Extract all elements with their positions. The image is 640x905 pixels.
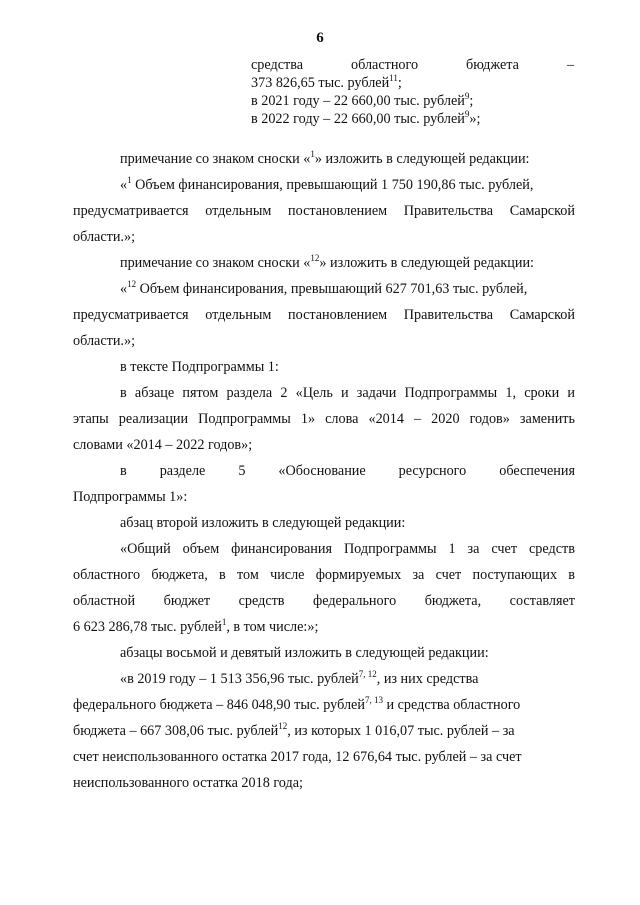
word: счет	[491, 541, 518, 557]
para-10: абзацы восьмой и девятый изложить в следующей редакции:	[120, 645, 489, 661]
word: пятом	[182, 385, 219, 401]
word: «Общий	[120, 541, 171, 557]
word: и	[567, 385, 575, 401]
para-9-line-3	[73, 592, 575, 610]
para-7-line-2: Подпрограммы 1»:	[73, 489, 188, 505]
word: предусматривается	[73, 203, 189, 219]
note-12-line-3: области.»;	[73, 333, 136, 349]
para-9-line-1	[120, 540, 575, 558]
line-4	[251, 110, 480, 128]
word: задачи	[356, 385, 397, 401]
word: отдельным	[205, 203, 272, 219]
text: , из которых 1 016,07 тыс. рублей – за	[287, 723, 515, 739]
para-11-line-4: счет неиспользованного остатка 2017 года, 12 676,64 тыс. рублей – за счет	[73, 749, 522, 765]
para-6-line-2	[73, 410, 575, 428]
footnote-ref: 12	[278, 721, 288, 731]
word: заменить	[519, 411, 575, 427]
para-11-line-1	[120, 670, 575, 688]
para-7-line-1	[120, 462, 575, 480]
word: счет	[435, 567, 462, 583]
word: в	[568, 567, 575, 583]
text: , в том числе:»;	[226, 619, 319, 635]
footnote-ref: 9	[464, 109, 470, 119]
amount-text: 6 623 286,78 тыс. рублей	[73, 619, 222, 635]
word: постановлением	[288, 203, 388, 219]
note-1-line-1	[120, 176, 575, 194]
text: Объем финансирования, превышающий 1 750 190,86 тыс. рублей,	[131, 177, 534, 193]
word: «2014	[368, 411, 404, 427]
para-11-line-2	[73, 696, 520, 714]
word: федерального	[313, 593, 397, 609]
footnote-ref: 1	[310, 149, 315, 159]
word: за	[467, 541, 480, 557]
footnote-ref: 12	[127, 279, 137, 289]
word: Правительства	[403, 203, 494, 219]
word: за	[412, 567, 425, 583]
word: бюджета	[466, 57, 519, 73]
footnote-ref: 1	[127, 175, 132, 185]
word: разделе	[159, 463, 206, 479]
word: 5	[238, 463, 246, 479]
page-number: 6	[316, 30, 324, 46]
word: –	[566, 57, 574, 73]
word: ресурсного	[398, 463, 467, 479]
punct: ;	[469, 93, 474, 109]
footnote-ref: 1	[221, 617, 227, 627]
note-1-line-3: области.»;	[73, 229, 136, 245]
word: «Обоснование	[278, 463, 366, 479]
word: областной	[73, 593, 136, 609]
text: «	[120, 177, 128, 193]
word: в	[120, 463, 127, 479]
para-11-line-5: неиспользованного остатка 2018 года;	[73, 775, 303, 791]
word: обеспечения	[499, 463, 575, 479]
word: 2	[280, 385, 288, 401]
text: » изложить в следующей редакции:	[314, 151, 530, 167]
word: составляет	[509, 593, 575, 609]
para-6-line-3: словами «2014 – 2022 годов»;	[73, 437, 253, 453]
word: средств	[528, 541, 575, 557]
text: Объем финансирования, превышающий 627 701,63 тыс. рублей,	[136, 281, 528, 297]
word: реализации	[118, 411, 189, 427]
word: средства	[251, 57, 304, 73]
word: постановлением	[288, 307, 388, 323]
word: финансирования	[231, 541, 332, 557]
punct: ;	[397, 75, 402, 91]
word: сроки	[524, 385, 560, 401]
word: этапы	[73, 411, 109, 427]
word: областного	[350, 57, 419, 73]
word: «Цель	[295, 385, 333, 401]
word: 1»	[300, 411, 316, 427]
word: бюджета,	[424, 593, 482, 609]
text: бюджета – 667 308,06 тыс. рублей	[73, 723, 279, 739]
word: отдельным	[205, 307, 272, 323]
word: слова	[325, 411, 359, 427]
word: средств	[238, 593, 285, 609]
word: годов»	[469, 411, 510, 427]
para-11-line-3	[73, 722, 515, 740]
punct: »;	[469, 111, 481, 127]
word: Самарской	[509, 203, 575, 219]
word: предусматривается	[73, 307, 189, 323]
word: Подпрограммы	[404, 385, 498, 401]
word: в	[219, 567, 226, 583]
note-1-line-2	[73, 202, 575, 220]
amount-text: 373 826,65 тыс. рублей	[251, 75, 390, 91]
para-9-line-2	[73, 566, 575, 584]
text: , из них средства	[376, 671, 479, 687]
word: абзаце	[134, 385, 175, 401]
para-8: абзац второй изложить в следующей редакции:	[120, 515, 406, 531]
subprogram-heading: в тексте Подпрограммы 1:	[120, 359, 279, 375]
word: Подпрограммы	[343, 541, 437, 557]
text: примечание со знаком сноски «	[120, 151, 311, 167]
note-12-line-2	[73, 306, 575, 324]
word: и	[341, 385, 349, 401]
word: числе	[270, 567, 305, 583]
word: 1,	[505, 385, 517, 401]
word: 2020	[431, 411, 460, 427]
word: областного	[73, 567, 141, 583]
word: раздела	[226, 385, 273, 401]
word: бюджета,	[151, 567, 208, 583]
text: » изложить в следующей редакции:	[319, 255, 534, 271]
word: Самарской	[509, 307, 575, 323]
footnote-ref: 11	[389, 73, 398, 83]
line-3	[251, 92, 473, 110]
footnote-ref: 12	[310, 253, 320, 263]
note-12-line-1	[120, 280, 527, 298]
note-12-heading	[120, 254, 534, 272]
word: объем	[182, 541, 220, 557]
word: 1	[448, 541, 456, 557]
year-2022-text: в 2022 году – 22 660,00 тыс. рублей	[251, 111, 465, 127]
word: –	[414, 411, 422, 427]
word: Правительства	[403, 307, 494, 323]
line-2	[251, 74, 402, 92]
footnote-ref: 7, 13	[364, 695, 383, 705]
para-9-line-4	[73, 618, 318, 636]
footnote-ref: 7, 12	[358, 669, 377, 679]
word: Подпрограммы	[198, 411, 291, 427]
word: бюджет	[163, 593, 211, 609]
word: поступающих	[472, 567, 558, 583]
word: в	[120, 385, 127, 401]
word: том	[237, 567, 259, 583]
text: «в 2019 году – 1 513 356,96 тыс. рублей	[120, 671, 359, 687]
footnote-ref: 9	[464, 91, 470, 101]
note-1-heading	[120, 150, 529, 168]
text: примечание со знаком сноски «	[120, 255, 311, 271]
text: и средства областного	[382, 697, 521, 713]
year-2021-text: в 2021 году – 22 660,00 тыс. рублей	[251, 93, 465, 109]
line-1	[251, 56, 574, 74]
para-6-line-1	[120, 384, 575, 402]
word: формируемых	[315, 567, 402, 583]
text: федерального бюджета – 846 048,90 тыс. рублей	[73, 697, 365, 713]
text: «	[120, 281, 128, 297]
